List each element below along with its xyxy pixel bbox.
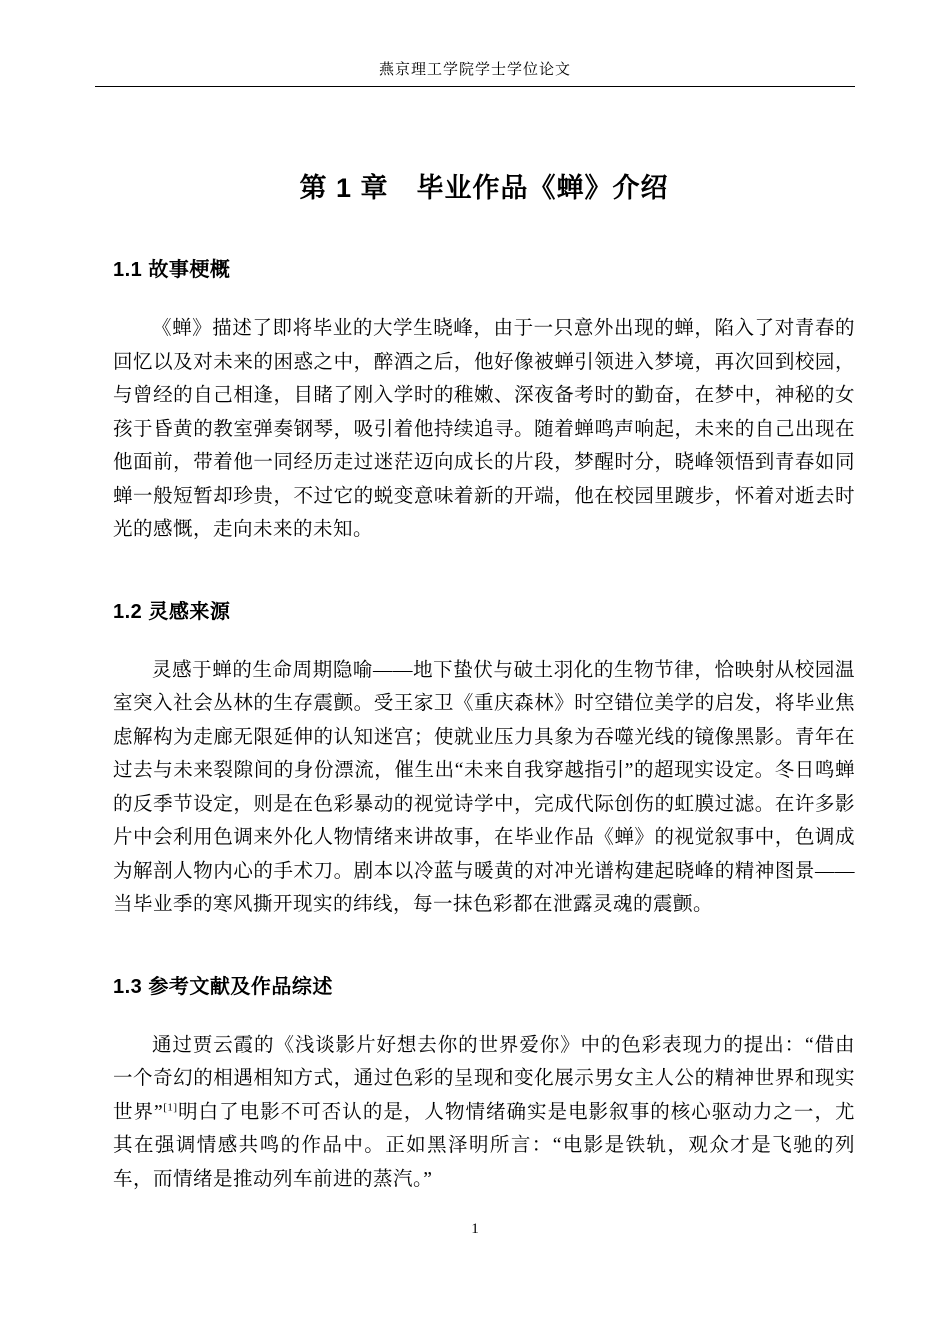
body-paragraph xyxy=(113,1029,855,1197)
chapter-title: 第 1 章 毕业作品《蝉》介绍 xyxy=(299,173,669,203)
page-header xyxy=(95,58,855,87)
page-footer xyxy=(0,1221,950,1238)
paragraph-text-after-reference: 明白了电影不可否认的是，人物情绪确实是电影叙事的核心驱动力之一，尤其在强调情感共鸣的作品中。正如黑泽明所言：“电影是铁轨，观众才是飞驰的列车，而情绪是推动列车前进的蒸汽。” xyxy=(113,1101,855,1190)
section-heading-1-1: 1.1 故事梗概 xyxy=(113,259,231,281)
section-story-synopsis xyxy=(113,253,855,547)
section-inspiration xyxy=(113,595,855,922)
header-title: 燕京理工学院学士学位论文 xyxy=(378,62,571,78)
section-heading-1-2: 1.2 灵感来源 xyxy=(113,600,231,623)
page-number: 1 xyxy=(471,1221,479,1237)
section-references-review xyxy=(113,970,855,1197)
paragraph-text-before-reference: 通过贾云霞的《浅谈影片好想去你的世界爱你》中的色彩表现力的提出：“借由一个奇幻的相遇相知方式，通过色彩的呈现和变化展示男女主人公的精神世界和现实世界” xyxy=(113,1034,855,1123)
body-paragraph: 灵感于蝉的生命周期隐喻——地下蛰伏与破土羽化的生物节律，恰映射从校园温室突入社会丛林的生存震颤。受王家卫《重庆森林》时空错位美学的启发，将毕业焦虑解构为走廊无限延伸的认知迷宫；使就业压力具象为吞噬光线的镜像黑影。青年在过去与未来裂隙间的身份漂流，催生出“未来自我穿越指引”的超现实设定。冬日鸣蝉的反季节设定，则是在色彩暴动的视觉诗学中，完成代际创伤的虹膜过滤。在许多影片中会利用色调来外化人物情绪来讲故事，在毕业作品《蝉》的视觉叙事中，色调成为解剖人物内心的手术刀。剧本以冷蓝与暖黄的对冲光谱构建起晓峰的精神图景——当毕业季的寒风撕开现实的纬线，每一抹色彩都在泄露灵魂的震颤。 xyxy=(113,659,855,915)
body-paragraph: 《蝉》描述了即将毕业的大学生晓峰，由于一只意外出现的蝉，陷入了对青春的回忆以及对未来的困惑之中，醉酒之后，他好像被蝉引领进入梦境，再次回到校园，与曾经的自己相逢，目睹了刚入学时的稚嫩、深夜备考时的勤奋，在梦中，神秘的女孩于昏黄的教室弹奏钢琴，吸引着他持续追寻。随着蝉鸣声响起，未来的自己出现在他面前，带着他一同经历走过迷茫迈向成长的片段，梦醒时分，晓峰领悟到青春如同蝉一般短暂却珍贵，不过它的蜕变意味着新的开端，他在校园里踱步，怀着对逝去时光的感慨，走向未来的未知。 xyxy=(113,318,855,540)
section-heading-1-3: 1.3 参考文献及作品综述 xyxy=(113,975,333,998)
reference-marker: [1] xyxy=(163,1101,178,1113)
